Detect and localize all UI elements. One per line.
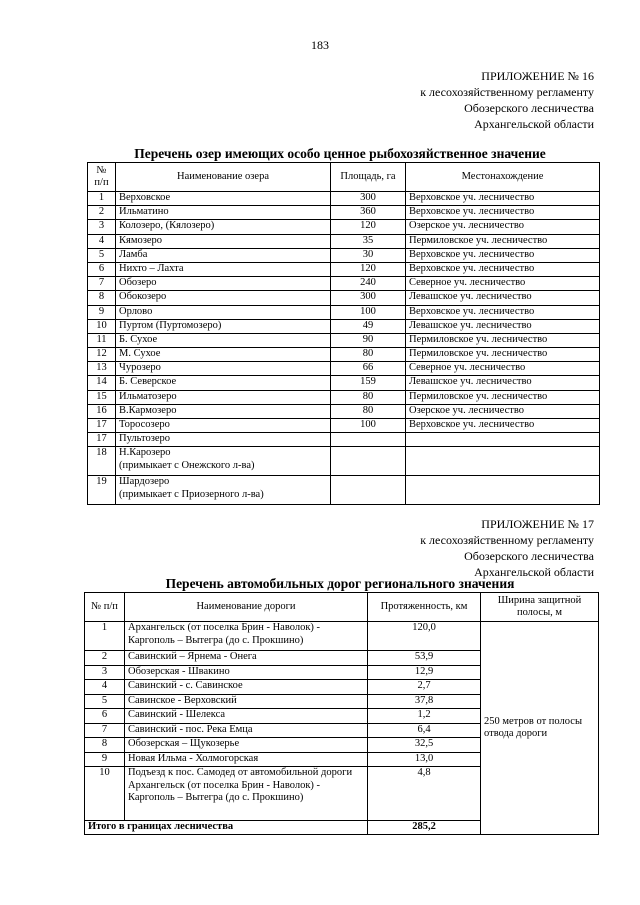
row-number: 14: [88, 376, 116, 390]
lake-location: Пермиловское уч. лесничество: [406, 333, 600, 347]
table-row: [88, 319, 600, 333]
lake-area: 360: [331, 206, 406, 220]
lake-name: Ламба: [116, 248, 331, 262]
lake-area: 90: [331, 333, 406, 347]
lake-location: Пермиловское уч. лесничество: [406, 234, 600, 248]
lake-name: Н.Карозеро (примыкает с Онежского л-ва): [116, 447, 331, 476]
row-number: 13: [88, 362, 116, 376]
road-name: Обозерская – Щукозерье: [125, 738, 368, 753]
protection-zone-width: 250 метров от полосы отвода дороги: [481, 622, 599, 835]
road-length: 12,9: [368, 665, 481, 680]
appendix-line: Обозерского лесничества: [464, 549, 594, 563]
appendix-line: Архангельской области: [474, 565, 594, 579]
road-name: Новая Ильма - Холмогорская: [125, 752, 368, 767]
lake-area: [331, 433, 406, 447]
row-number: 9: [85, 752, 125, 767]
lake-location: Верховское уч. лесничество: [406, 206, 600, 220]
table-row: [88, 376, 600, 390]
table-row: [88, 390, 600, 404]
lake-location: Верховское уч. лесничество: [406, 192, 600, 206]
lake-area: 159: [331, 376, 406, 390]
lake-area: 120: [331, 220, 406, 234]
row-number: 10: [85, 767, 125, 821]
lake-location: Верховское уч. лесничество: [406, 305, 600, 319]
lake-area: 80: [331, 390, 406, 404]
lake-location: Левашское уч. лесничество: [406, 319, 600, 333]
lake-location: Верховское уч. лесничество: [406, 419, 600, 433]
lake-name: В.Кармозеро: [116, 404, 331, 418]
row-number: 6: [85, 709, 125, 724]
appendix-line: ПРИЛОЖЕНИЕ № 16: [481, 69, 594, 83]
lake-area: 300: [331, 192, 406, 206]
row-number: 8: [85, 738, 125, 753]
table-row: [88, 305, 600, 319]
row-number: 5: [88, 248, 116, 262]
lake-name: Шардозеро (примыкает с Приозерного л-ва): [116, 476, 331, 505]
row-number: 6: [88, 262, 116, 276]
lake-location: Северное уч. лесничество: [406, 277, 600, 291]
row-number: 18: [88, 447, 116, 476]
road-length: 37,8: [368, 694, 481, 709]
row-number: 2: [88, 206, 116, 220]
row-number: 1: [85, 622, 125, 651]
road-length: 6,4: [368, 723, 481, 738]
row-number: 7: [85, 723, 125, 738]
appendix-line: к лесохозяйственному регламенту: [420, 533, 594, 547]
lake-location: Пермиловское уч. лесничество: [406, 390, 600, 404]
column-header: Наименование дороги: [125, 593, 368, 622]
lake-name: Торосозеро: [116, 419, 331, 433]
lake-location: Левашское уч. лесничество: [406, 291, 600, 305]
appendix-17-header: [420, 516, 594, 580]
row-number: 1: [88, 192, 116, 206]
road-length: 53,9: [368, 651, 481, 666]
row-number: 3: [88, 220, 116, 234]
table-row: [88, 447, 600, 476]
column-header: Ширина защитной полосы, м: [481, 593, 599, 622]
road-length: 4,8: [368, 767, 481, 821]
lake-area: 300: [331, 291, 406, 305]
column-header: Наименование озера: [116, 163, 331, 192]
road-name: Подъезд к пос. Самодед от автомобильной дороги Архангельск (от поселка Брин - Наволок) - Каргополь – Вытегра (до с. Прокшино): [125, 767, 368, 821]
road-name: Обозерская - Швакино: [125, 665, 368, 680]
row-number: 12: [88, 348, 116, 362]
row-number: 2: [85, 651, 125, 666]
lake-name: Верховское: [116, 192, 331, 206]
column-header: № п/п: [88, 163, 116, 192]
road-length: 32,5: [368, 738, 481, 753]
lake-area: 35: [331, 234, 406, 248]
roads-table: [84, 592, 599, 835]
lake-location: Озерское уч. лесничество: [406, 220, 600, 234]
row-number: 4: [85, 680, 125, 695]
lake-area: 120: [331, 262, 406, 276]
table-row: [88, 333, 600, 347]
lake-location: Пермиловское уч. лесничество: [406, 348, 600, 362]
lake-name: Ильматино: [116, 206, 331, 220]
lakes-table: [87, 162, 600, 505]
table-row: [88, 262, 600, 276]
lake-name: Б. Сухое: [116, 333, 331, 347]
row-number: 16: [88, 404, 116, 418]
lake-name: Нихто – Лахта: [116, 262, 331, 276]
row-number: 9: [88, 305, 116, 319]
table-row: [85, 622, 599, 651]
row-number: 5: [85, 694, 125, 709]
table-row: [88, 404, 600, 418]
row-number: 17: [88, 433, 116, 447]
lake-name: Кямозеро: [116, 234, 331, 248]
lake-location: Озерское уч. лесничество: [406, 404, 600, 418]
table-row: [88, 419, 600, 433]
row-number: 15: [88, 390, 116, 404]
appendix-16-header: [420, 68, 594, 132]
lake-name: Б. Северское: [116, 376, 331, 390]
table-row: [88, 362, 600, 376]
road-length: 13,0: [368, 752, 481, 767]
total-label: Итого в границах лесничества: [85, 821, 368, 835]
lake-name: Пуртом (Пуртомозеро): [116, 319, 331, 333]
road-name: Архангельск (от поселка Брин - Наволок) - Каргополь – Вытегра (до с. Прокшино): [125, 622, 368, 651]
road-name: Савинский - с. Савинское: [125, 680, 368, 695]
lake-location: [406, 433, 600, 447]
lake-location: Северное уч. лесничество: [406, 362, 600, 376]
lake-name: Пультозеро: [116, 433, 331, 447]
lake-name: Орлово: [116, 305, 331, 319]
road-name: Савинский - Шелекса: [125, 709, 368, 724]
appendix-line: ПРИЛОЖЕНИЕ № 17: [481, 517, 594, 531]
lake-area: 49: [331, 319, 406, 333]
row-number: 19: [88, 476, 116, 505]
column-header: № п/п: [85, 593, 125, 622]
lake-name: Колозеро, (Кялозеро): [116, 220, 331, 234]
row-number: 10: [88, 319, 116, 333]
lake-location: Верховское уч. лесничество: [406, 248, 600, 262]
lake-location: Левашское уч. лесничество: [406, 376, 600, 390]
lake-area: 80: [331, 348, 406, 362]
lake-name: Обозеро: [116, 277, 331, 291]
lake-area: [331, 476, 406, 505]
table-row: [88, 234, 600, 248]
lake-name: Обокозеро: [116, 291, 331, 305]
road-length: 1,2: [368, 709, 481, 724]
table-2-title: Перечень автомобильных дорог регионального значения: [165, 576, 515, 591]
lake-area: [331, 447, 406, 476]
lake-location: Верховское уч. лесничество: [406, 262, 600, 276]
road-length: 2,7: [368, 680, 481, 695]
lake-area: 100: [331, 305, 406, 319]
lake-name: Чурозеро: [116, 362, 331, 376]
total-value: 285,2: [368, 821, 481, 835]
lake-area: 100: [331, 419, 406, 433]
row-number: 17: [88, 419, 116, 433]
lake-location: [406, 447, 600, 476]
page-number: 183: [311, 38, 329, 52]
table-row: [88, 348, 600, 362]
column-header: Местонахождение: [406, 163, 600, 192]
column-header: Площадь, га: [331, 163, 406, 192]
row-number: 11: [88, 333, 116, 347]
table-1-title: Перечень озер имеющих особо ценное рыбохозяйственное значение: [134, 146, 546, 161]
appendix-line: Обозерского лесничества: [464, 101, 594, 115]
lake-area: 66: [331, 362, 406, 376]
road-name: Савинский – Ярнема - Онега: [125, 651, 368, 666]
column-header: Протяженность, км: [368, 593, 481, 622]
table-row: [88, 248, 600, 262]
lake-name: Ильматозеро: [116, 390, 331, 404]
appendix-line: к лесохозяйственному регламенту: [420, 85, 594, 99]
table-row: [88, 277, 600, 291]
lake-area: 80: [331, 404, 406, 418]
table-row: [88, 476, 600, 505]
lake-area: 240: [331, 277, 406, 291]
row-number: 7: [88, 277, 116, 291]
table-row: [88, 206, 600, 220]
lake-area: 30: [331, 248, 406, 262]
table-row: [88, 192, 600, 206]
row-number: 4: [88, 234, 116, 248]
table-row: [88, 220, 600, 234]
row-number: 8: [88, 291, 116, 305]
road-length: 120,0: [368, 622, 481, 651]
lake-location: [406, 476, 600, 505]
table-row: [88, 291, 600, 305]
table-row: [88, 433, 600, 447]
row-number: 3: [85, 665, 125, 680]
road-name: Савинский - пос. Река Емца: [125, 723, 368, 738]
road-name: Савинское - Верховский: [125, 694, 368, 709]
appendix-line: Архангельской области: [474, 117, 594, 131]
lake-name: М. Сухое: [116, 348, 331, 362]
